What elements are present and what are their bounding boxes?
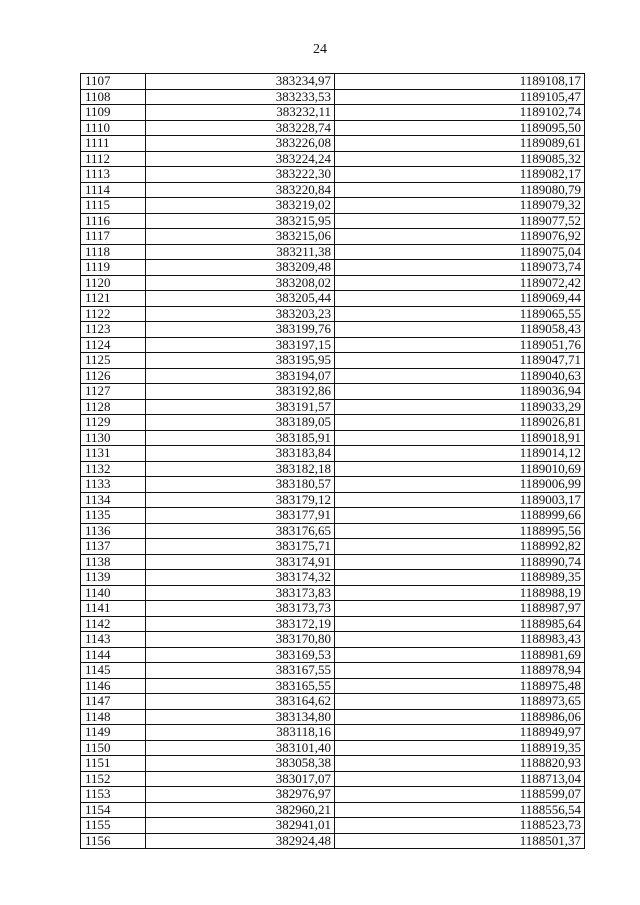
x-coordinate-cell: 383205,44 <box>146 291 335 307</box>
y-coordinate-cell: 1188995,56 <box>335 523 585 539</box>
point-number-cell: 1126 <box>81 368 146 384</box>
y-coordinate-cell: 1189085,32 <box>335 151 585 167</box>
y-coordinate-cell: 1189072,42 <box>335 275 585 291</box>
x-coordinate-cell: 383180,57 <box>146 477 335 493</box>
x-coordinate-cell: 383228,74 <box>146 120 335 136</box>
point-number-cell: 1137 <box>81 539 146 555</box>
x-coordinate-cell: 383220,84 <box>146 182 335 198</box>
x-coordinate-cell: 383058,38 <box>146 756 335 772</box>
y-coordinate-cell: 1189069,44 <box>335 291 585 307</box>
point-number-cell: 1127 <box>81 384 146 400</box>
y-coordinate-cell: 1189018,91 <box>335 430 585 446</box>
table-row <box>81 709 585 725</box>
x-coordinate-cell: 383215,95 <box>146 213 335 229</box>
y-coordinate-cell: 1188919,35 <box>335 740 585 756</box>
y-coordinate-cell: 1189006,99 <box>335 477 585 493</box>
x-coordinate-cell: 383211,38 <box>146 244 335 260</box>
x-coordinate-cell: 383191,57 <box>146 399 335 415</box>
table-row <box>81 89 585 105</box>
point-number-cell: 1135 <box>81 508 146 524</box>
table-row <box>81 260 585 276</box>
table-row <box>81 833 585 849</box>
table-row <box>81 771 585 787</box>
point-number-cell: 1153 <box>81 787 146 803</box>
table-row <box>81 105 585 121</box>
table-row <box>81 120 585 136</box>
x-coordinate-cell: 383183,84 <box>146 446 335 462</box>
x-coordinate-cell: 383208,02 <box>146 275 335 291</box>
x-coordinate-cell: 383215,06 <box>146 229 335 245</box>
point-number-cell: 1148 <box>81 709 146 725</box>
point-number-cell: 1112 <box>81 151 146 167</box>
y-coordinate-cell: 1188989,35 <box>335 570 585 586</box>
y-coordinate-cell: 1188820,93 <box>335 756 585 772</box>
x-coordinate-cell: 383185,91 <box>146 430 335 446</box>
point-number-cell: 1114 <box>81 182 146 198</box>
table-row <box>81 508 585 524</box>
table-row <box>81 229 585 245</box>
y-coordinate-cell: 1189082,17 <box>335 167 585 183</box>
table-row <box>81 384 585 400</box>
point-number-cell: 1119 <box>81 260 146 276</box>
y-coordinate-cell: 1189058,43 <box>335 322 585 338</box>
point-number-cell: 1132 <box>81 461 146 477</box>
x-coordinate-cell: 383179,12 <box>146 492 335 508</box>
y-coordinate-cell: 1188983,43 <box>335 632 585 648</box>
coordinates-table-body <box>81 74 585 849</box>
point-number-cell: 1141 <box>81 601 146 617</box>
point-number-cell: 1121 <box>81 291 146 307</box>
point-number-cell: 1115 <box>81 198 146 214</box>
y-coordinate-cell: 1189080,79 <box>335 182 585 198</box>
table-row <box>81 477 585 493</box>
y-coordinate-cell: 1189079,32 <box>335 198 585 214</box>
point-number-cell: 1156 <box>81 833 146 849</box>
point-number-cell: 1125 <box>81 353 146 369</box>
x-coordinate-cell: 382941,01 <box>146 818 335 834</box>
table-row <box>81 430 585 446</box>
y-coordinate-cell: 1189036,94 <box>335 384 585 400</box>
y-coordinate-cell: 1188599,07 <box>335 787 585 803</box>
x-coordinate-cell: 383194,07 <box>146 368 335 384</box>
point-number-cell: 1123 <box>81 322 146 338</box>
y-coordinate-cell: 1189073,74 <box>335 260 585 276</box>
y-coordinate-cell: 1188999,66 <box>335 508 585 524</box>
y-coordinate-cell: 1188556,54 <box>335 802 585 818</box>
x-coordinate-cell: 383101,40 <box>146 740 335 756</box>
table-row <box>81 787 585 803</box>
y-coordinate-cell: 1189040,63 <box>335 368 585 384</box>
x-coordinate-cell: 383195,95 <box>146 353 335 369</box>
point-number-cell: 1149 <box>81 725 146 741</box>
x-coordinate-cell: 383173,73 <box>146 601 335 617</box>
point-number-cell: 1152 <box>81 771 146 787</box>
y-coordinate-cell: 1189026,81 <box>335 415 585 431</box>
table-row <box>81 337 585 353</box>
x-coordinate-cell: 383169,53 <box>146 647 335 663</box>
y-coordinate-cell: 1188987,97 <box>335 601 585 617</box>
x-coordinate-cell: 383234,97 <box>146 74 335 90</box>
x-coordinate-cell: 383174,32 <box>146 570 335 586</box>
table-row <box>81 461 585 477</box>
x-coordinate-cell: 383165,55 <box>146 678 335 694</box>
y-coordinate-cell: 1189095,50 <box>335 120 585 136</box>
point-number-cell: 1113 <box>81 167 146 183</box>
table-row <box>81 818 585 834</box>
x-coordinate-cell: 383170,80 <box>146 632 335 648</box>
x-coordinate-cell: 382960,21 <box>146 802 335 818</box>
x-coordinate-cell: 383226,08 <box>146 136 335 152</box>
x-coordinate-cell: 383199,76 <box>146 322 335 338</box>
table-row <box>81 275 585 291</box>
table-row <box>81 678 585 694</box>
table-row <box>81 523 585 539</box>
table-row <box>81 570 585 586</box>
table-row <box>81 306 585 322</box>
y-coordinate-cell: 1189014,12 <box>335 446 585 462</box>
point-number-cell: 1145 <box>81 663 146 679</box>
y-coordinate-cell: 1188949,97 <box>335 725 585 741</box>
x-coordinate-cell: 383134,80 <box>146 709 335 725</box>
point-number-cell: 1140 <box>81 585 146 601</box>
coordinates-table <box>80 73 585 849</box>
y-coordinate-cell: 1188992,82 <box>335 539 585 555</box>
point-number-cell: 1117 <box>81 229 146 245</box>
point-number-cell: 1116 <box>81 213 146 229</box>
x-coordinate-cell: 383233,53 <box>146 89 335 105</box>
y-coordinate-cell: 1188975,48 <box>335 678 585 694</box>
x-coordinate-cell: 383182,18 <box>146 461 335 477</box>
table-row <box>81 740 585 756</box>
y-coordinate-cell: 1189010,69 <box>335 461 585 477</box>
point-number-cell: 1130 <box>81 430 146 446</box>
y-coordinate-cell: 1188986,06 <box>335 709 585 725</box>
point-number-cell: 1146 <box>81 678 146 694</box>
point-number-cell: 1138 <box>81 554 146 570</box>
x-coordinate-cell: 383197,15 <box>146 337 335 353</box>
point-number-cell: 1110 <box>81 120 146 136</box>
y-coordinate-cell: 1189065,55 <box>335 306 585 322</box>
y-coordinate-cell: 1188523,73 <box>335 818 585 834</box>
table-row <box>81 725 585 741</box>
point-number-cell: 1155 <box>81 818 146 834</box>
point-number-cell: 1139 <box>81 570 146 586</box>
y-coordinate-cell: 1189003,17 <box>335 492 585 508</box>
point-number-cell: 1128 <box>81 399 146 415</box>
table-row <box>81 756 585 772</box>
point-number-cell: 1122 <box>81 306 146 322</box>
table-row <box>81 492 585 508</box>
page-number: 24 <box>313 42 327 57</box>
point-number-cell: 1118 <box>81 244 146 260</box>
x-coordinate-cell: 383224,24 <box>146 151 335 167</box>
table-row <box>81 694 585 710</box>
y-coordinate-cell: 1189033,29 <box>335 399 585 415</box>
y-coordinate-cell: 1188988,19 <box>335 585 585 601</box>
y-coordinate-cell: 1188978,94 <box>335 663 585 679</box>
y-coordinate-cell: 1189089,61 <box>335 136 585 152</box>
table-row <box>81 585 585 601</box>
point-number-cell: 1154 <box>81 802 146 818</box>
table-row <box>81 415 585 431</box>
point-number-cell: 1107 <box>81 74 146 90</box>
point-number-cell: 1129 <box>81 415 146 431</box>
point-number-cell: 1124 <box>81 337 146 353</box>
y-coordinate-cell: 1188985,64 <box>335 616 585 632</box>
point-number-cell: 1136 <box>81 523 146 539</box>
x-coordinate-cell: 383192,86 <box>146 384 335 400</box>
table-row <box>81 182 585 198</box>
x-coordinate-cell: 383172,19 <box>146 616 335 632</box>
x-coordinate-cell: 383167,55 <box>146 663 335 679</box>
x-coordinate-cell: 383175,71 <box>146 539 335 555</box>
point-number-cell: 1131 <box>81 446 146 462</box>
x-coordinate-cell: 383219,02 <box>146 198 335 214</box>
table-row <box>81 554 585 570</box>
point-number-cell: 1111 <box>81 136 146 152</box>
x-coordinate-cell: 382924,48 <box>146 833 335 849</box>
table-row <box>81 399 585 415</box>
table-row <box>81 291 585 307</box>
y-coordinate-cell: 1189051,76 <box>335 337 585 353</box>
x-coordinate-cell: 382976,97 <box>146 787 335 803</box>
y-coordinate-cell: 1189105,47 <box>335 89 585 105</box>
table-row <box>81 74 585 90</box>
table-row <box>81 353 585 369</box>
point-number-cell: 1109 <box>81 105 146 121</box>
x-coordinate-cell: 383232,11 <box>146 105 335 121</box>
x-coordinate-cell: 383189,05 <box>146 415 335 431</box>
table-row <box>81 616 585 632</box>
x-coordinate-cell: 383222,30 <box>146 167 335 183</box>
y-coordinate-cell: 1189075,04 <box>335 244 585 260</box>
x-coordinate-cell: 383173,83 <box>146 585 335 601</box>
table-row <box>81 647 585 663</box>
y-coordinate-cell: 1189047,71 <box>335 353 585 369</box>
table-row <box>81 167 585 183</box>
point-number-cell: 1120 <box>81 275 146 291</box>
point-number-cell: 1142 <box>81 616 146 632</box>
point-number-cell: 1147 <box>81 694 146 710</box>
point-number-cell: 1151 <box>81 756 146 772</box>
point-number-cell: 1150 <box>81 740 146 756</box>
table-row <box>81 213 585 229</box>
table-row <box>81 136 585 152</box>
x-coordinate-cell: 383177,91 <box>146 508 335 524</box>
point-number-cell: 1143 <box>81 632 146 648</box>
x-coordinate-cell: 383174,91 <box>146 554 335 570</box>
table-row <box>81 368 585 384</box>
y-coordinate-cell: 1189108,17 <box>335 74 585 90</box>
y-coordinate-cell: 1188973,65 <box>335 694 585 710</box>
x-coordinate-cell: 383176,65 <box>146 523 335 539</box>
table-row <box>81 198 585 214</box>
table-row <box>81 244 585 260</box>
y-coordinate-cell: 1188501,37 <box>335 833 585 849</box>
y-coordinate-cell: 1189102,74 <box>335 105 585 121</box>
x-coordinate-cell: 383203,23 <box>146 306 335 322</box>
table-row <box>81 539 585 555</box>
table-row <box>81 632 585 648</box>
table-row <box>81 663 585 679</box>
y-coordinate-cell: 1188981,69 <box>335 647 585 663</box>
table-row <box>81 601 585 617</box>
point-number-cell: 1108 <box>81 89 146 105</box>
table-row <box>81 802 585 818</box>
x-coordinate-cell: 383118,16 <box>146 725 335 741</box>
y-coordinate-cell: 1188713,04 <box>335 771 585 787</box>
table-row <box>81 151 585 167</box>
x-coordinate-cell: 383164,62 <box>146 694 335 710</box>
table-row <box>81 446 585 462</box>
x-coordinate-cell: 383017,07 <box>146 771 335 787</box>
x-coordinate-cell: 383209,48 <box>146 260 335 276</box>
y-coordinate-cell: 1189077,52 <box>335 213 585 229</box>
y-coordinate-cell: 1188990,74 <box>335 554 585 570</box>
point-number-cell: 1144 <box>81 647 146 663</box>
table-row <box>81 322 585 338</box>
point-number-cell: 1134 <box>81 492 146 508</box>
y-coordinate-cell: 1189076,92 <box>335 229 585 245</box>
point-number-cell: 1133 <box>81 477 146 493</box>
